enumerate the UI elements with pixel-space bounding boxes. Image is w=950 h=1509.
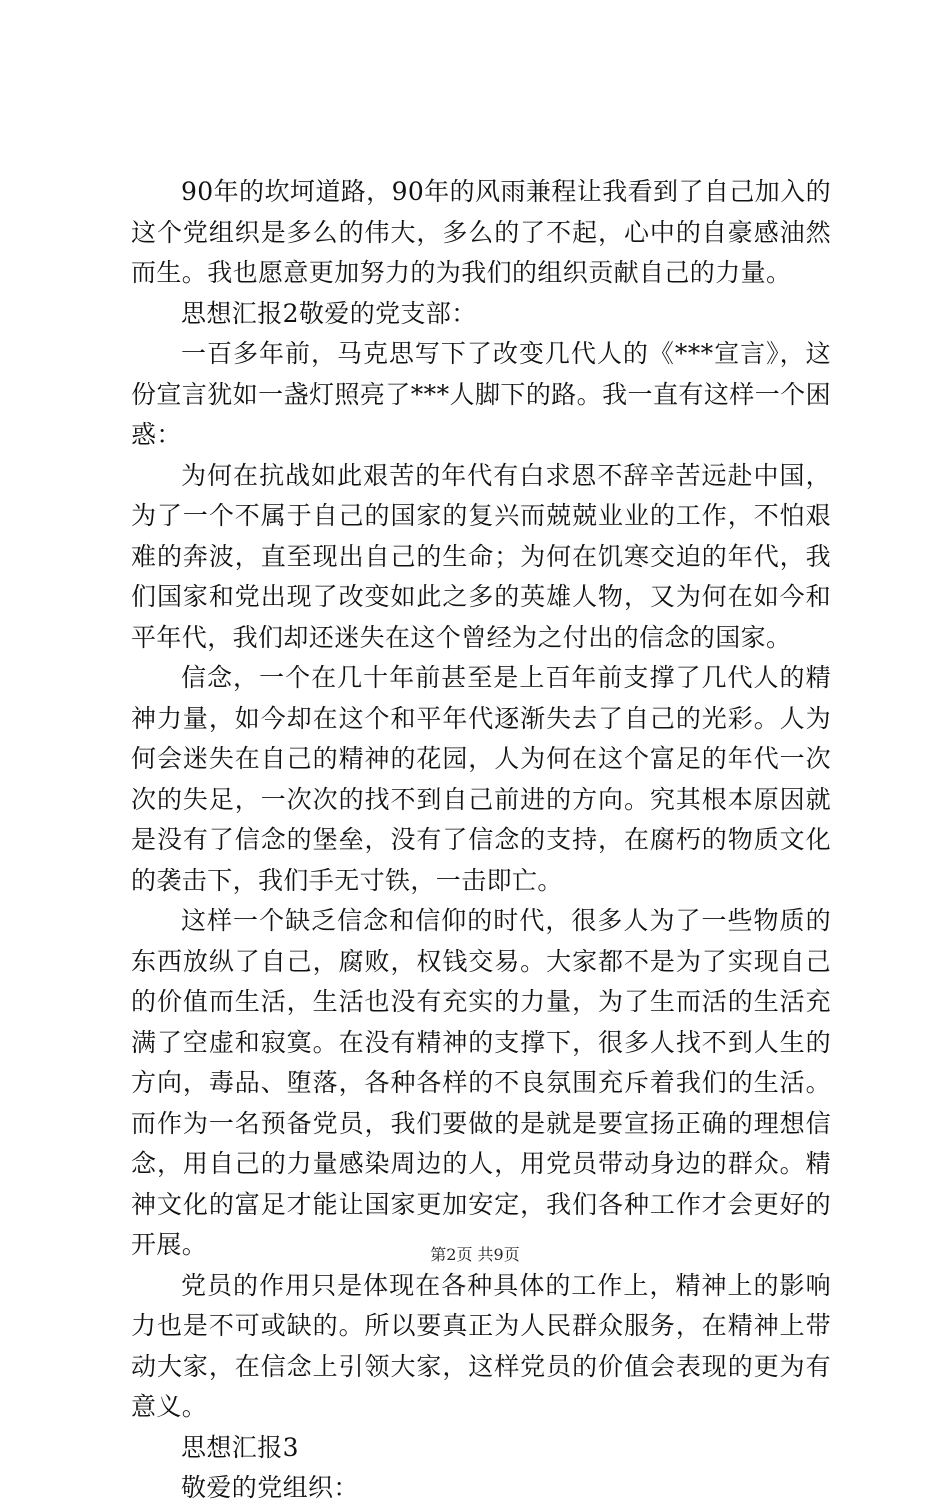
paragraph-9-salutation: 敬爱的党组织： (181, 1473, 359, 1502)
paragraph-7: 党员的作用只是体现在各种具体的工作上，精神上的影响力也是不可或缺的。所以要真正为人民群众服务，在精神上带动大家，在信念上引领大家，这样党员的价值会表现的更为有意义。 (131, 1270, 831, 1421)
paragraph-2-heading: 思想汇报2敬爱的党支部： (181, 298, 477, 328)
paragraph-5: 信念，一个在几十年前甚至是上百年前支撑了几代人的精神力量，如今却在这个和平年代逐渐失去了自己的光彩。人为何会迷失在自己的精神的花园，人为何在这个富足的年代一次次的失足，一次次的找不到自己前进的方向。究其根本原因就是没有了信念的堡垒，没有了信念的支持，在腐朽的物质文化的袭击下，我们手无寸铁，一击即亡。 (131, 663, 831, 895)
page-number: 第2页 共9页 (430, 1245, 520, 1264)
document-body (131, 172, 831, 1509)
paragraph-6: 这样一个缺乏信念和信仰的时代，很多人为了一些物质的东西放纵了自己，腐败，权钱交易。大家都不是为了实现自己的价值而生活，生活也没有充实的力量，为了生而活的生活充满了空虚和寂寞。在没有精神的支撑下，很多人找不到人生的方向，毒品、堕落，各种各样的不良氛围充斥着我们的生活。而作为一名预备党员，我们要做的是就是要宣扬正确的理想信念，用自己的力量感染周边的人，用党员带动身边的群众。精神文化的富足才能让国家更加安定，我们各种工作才会更好的开展。 (131, 906, 831, 1259)
page-footer (0, 1245, 950, 1265)
paragraph-1: 90年的坎坷道路，90年的风雨兼程让我看到了自己加入的这个党组织是多么的伟大，多么的了不起，心中的自豪感油然而生。我也愿意更加努力的为我们的组织贡献自己的力量。 (131, 177, 831, 287)
paragraph-8-heading: 思想汇报3 (181, 1432, 299, 1462)
paragraph-3: 一百多年前，马克思写下了改变几代人的《***宣言》，这份宣言犹如一盏灯照亮了***人脚下的路。我一直有这样一个困惑： (131, 339, 831, 449)
paragraph-4: 为何在抗战如此艰苦的年代有白求恩不辞辛苦远赴中国，为了一个不属于自己的国家的复兴而兢兢业业的工作，不怕艰难的奔波，直至现出自己的生命；为何在饥寒交迫的年代，我们国家和党出现了改变如此之多的英雄人物，又为何在如今和平年代，我们却还迷失在这个曾经为之付出的信念的国家。 (131, 460, 831, 652)
